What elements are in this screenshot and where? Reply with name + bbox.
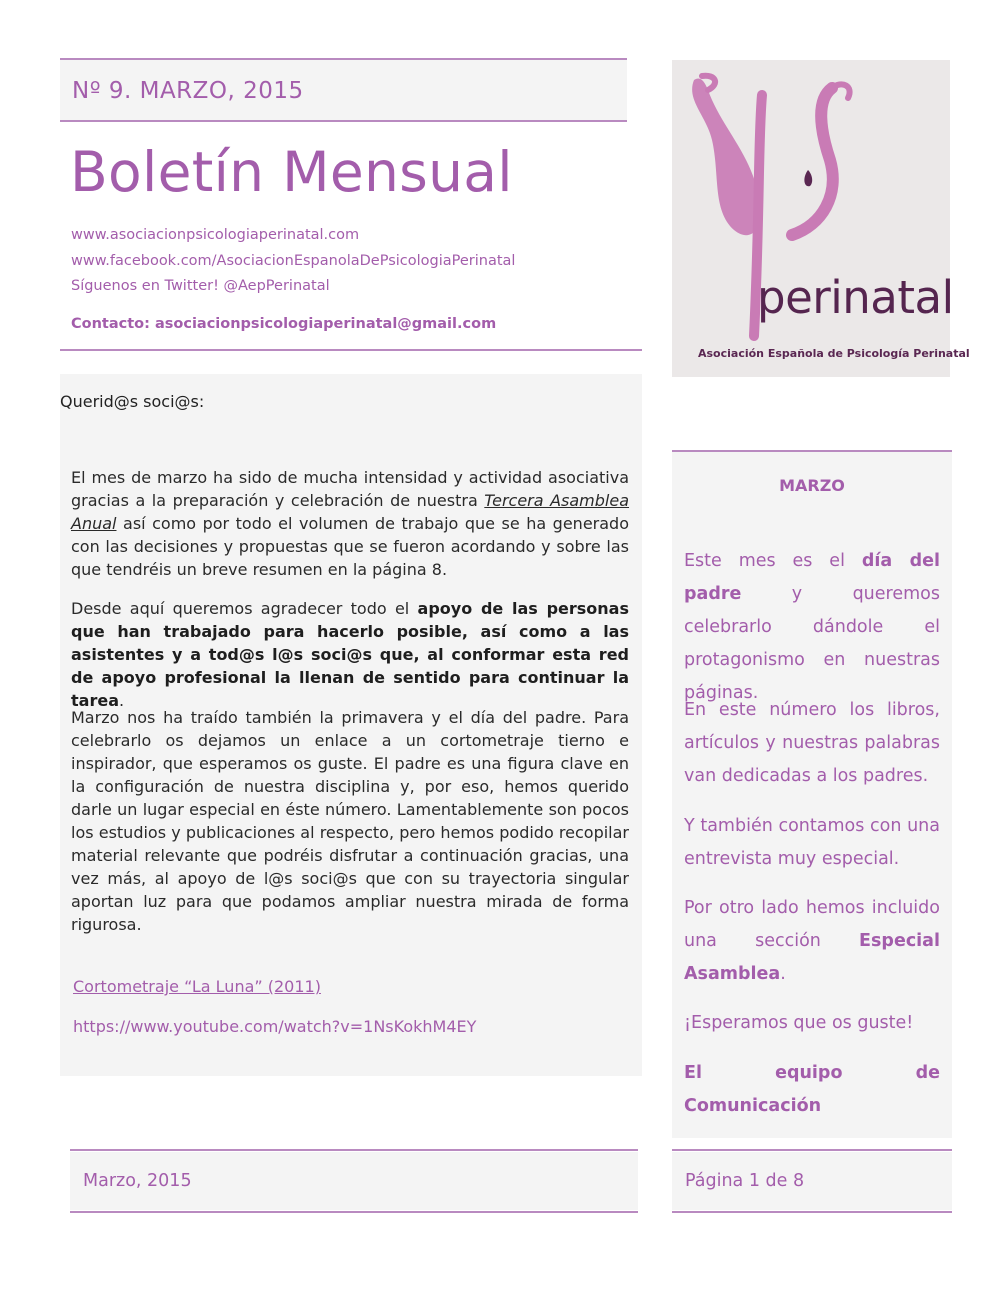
footer-left-top-rule: [70, 1149, 638, 1151]
contact-email[interactable]: Contacto: asociacionpsicologiaperinatal@gmail.com: [71, 316, 497, 332]
logo: [672, 60, 950, 377]
sidebar-text: y queremos celebrarlo dándole el protagonismo en nuestras páginas.: [684, 584, 940, 703]
sidebar-paragraph-3: Y también contamos con una entrevista muy especial.: [684, 816, 940, 869]
assembly-link[interactable]: Tercera Asamblea Anual: [71, 491, 630, 533]
sidebar-paragraph-4: [684, 892, 940, 991]
letter-paragraph-3: Marzo nos ha traído también la primavera y el día del padre. Para celebrarlo os dejamos un enlace a un cortometraje tierno e inspirador, que esperamos os guste. El padre es una figura clave en la configuración de nuestra disciplina y, por eso, hemos querido darle un lugar especial en éste número. Lamentablemente son pocos los estudios y publicaciones al respecto, pero hemos podido recopilar material relevante que podréis disfrutar a continuación gracias, una vez más, al apoyo de l@s soci@s que con su trayectoria singular aportan luz para que podamos ampliar nuestra mirada de forma rigurosa.: [71, 708, 629, 934]
sidebar-heading: MARZO: [779, 476, 845, 495]
paragraph-text: así como por todo el volumen de trabajo que se ha generado con las decisiones y propuestas que se fueron acordando y sobre las que tendréis un breve resumen en la página 8.: [71, 514, 629, 579]
sidebar-bold-text: día del padre: [684, 551, 940, 604]
paragraph-text: Desde aquí queremos agradecer todo el: [71, 599, 418, 618]
sidebar-text: Este mes es el: [684, 551, 862, 571]
letter-paragraph-2: [71, 597, 629, 712]
logo-subtitle: Asociación Española de Psicología Perinatal: [698, 347, 970, 360]
letter-greeting: Querid@s soci@s:: [60, 392, 205, 411]
website-link[interactable]: www.asociacionpsicologiaperinatal.com: [71, 227, 360, 243]
paragraph-text: El mes de marzo ha sido de mucha intensidad y actividad asociativa gracias a la preparación y celebración de nuestra: [71, 468, 629, 510]
issue-number: Nº 9. MARZO, 2015: [72, 78, 304, 104]
sidebar-text: Por otro lado hemos incluido una sección: [684, 898, 940, 951]
twitter-link[interactable]: Síguenos en Twitter! @AepPerinatal: [71, 278, 330, 294]
page-title: Boletín Mensual: [70, 140, 513, 204]
footer-right-top-rule: [672, 1149, 952, 1151]
sidebar-closing: ¡Esperamos que os guste!: [684, 1013, 914, 1033]
footer-right-bottom-rule: [672, 1211, 952, 1213]
footer-date: Marzo, 2015: [83, 1171, 192, 1191]
paragraph-bold-text: apoyo de las personas que han trabajado para hacerlo posible, así como a las asistentes y a tod@s l@s soci@s que, al conformar esta red de apoyo profesional la llenan de sentido para continuar la tarea: [71, 599, 630, 710]
sidebar-paragraph-2: En este número los libros, artículos y nuestras palabras van dedicadas a los padres.: [684, 700, 940, 786]
video-url-link[interactable]: https://www.youtube.com/watch?v=1NsKokhM4EY: [73, 1017, 477, 1036]
issue-bottom-rule: [60, 120, 627, 122]
header-bottom-rule: [60, 349, 642, 351]
page-number: Página 1 de 8: [685, 1171, 805, 1191]
sidebar-paragraph-1: [684, 545, 940, 710]
psi-symbol-icon: [672, 60, 950, 377]
footer-left-bottom-rule: [70, 1211, 638, 1213]
logo-wordmark: perinatal: [757, 271, 954, 324]
letter-paragraph-1: [71, 466, 629, 581]
video-title-link[interactable]: Cortometraje “La Luna” (2011): [73, 977, 321, 996]
paragraph-text: .: [118, 691, 125, 710]
sidebar-text: .: [780, 964, 786, 984]
facebook-link[interactable]: www.facebook.com/AsociacionEspanolaDePsicologiaPerinatal: [71, 253, 516, 269]
sidebar-bold-text: Especial Asamblea: [684, 931, 940, 984]
sidebar-signature: El equipo de Comunicación: [684, 1063, 940, 1116]
